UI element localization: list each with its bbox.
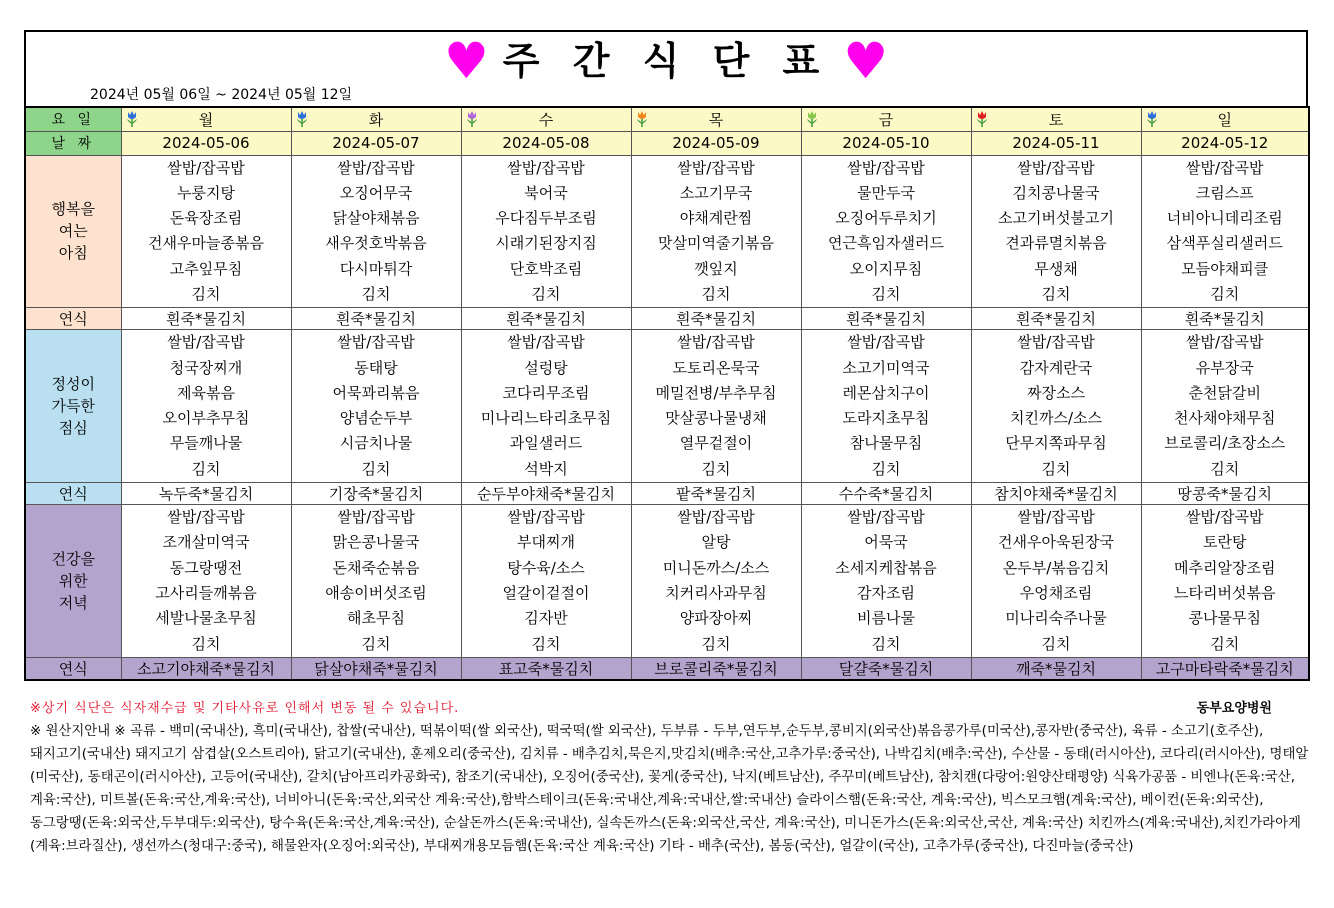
menu-item: 김치 [1041,284,1071,303]
snack-cell: 흰죽*물김치 [631,308,801,330]
menu-sheet [24,30,1308,681]
menu-item: 단호박조림 [509,259,583,278]
menu-item: 브로콜리/초장소스 [1164,434,1286,453]
menu-item: 양념순두부 [339,409,413,428]
menu-item: 쌀밥/잡곡밥 [1017,333,1095,352]
weekday-text: 월 [198,110,214,129]
dinner-label-line: 위한 [58,571,88,590]
origin-info: ※ 원산지안내 ※ 곡류 - 백미(국내산), 흑미(국내산), 찹쌀(국내산), 떡볶이떡(쌀 외국산), 떡국떡(쌀 외국산), 두부류 - 두부,연두부,순두부,콩비지(외국산)볶음콩가루(미국산),콩자반(중국산), 육류 - 소고기(호주산), 돼지고기(국내산) 돼지고기 삼겹살(오스트리아), 닭고기(국내산), 훈제오리(중국산), 김치류 - 배추김치,묵은지,맛김치(배추:국산,고추가루:중국산), 나박김치(배추:국산), 수산물 - 동태(러시아산), 코다리(러시아산), 명태알(미국산), 동태곤이(러시아산), 고등어(국내산), 갈치(남아프리카공화국), 참조기(국내산), 오징어(중국산), 꽃게(중국산), 낙지(베트남산), 주꾸미(베트남산), 참치캔(다랑어:원양산태평양) 식육가공품 - 비엔나(돈육:국산,계육:국산), 미트볼(돈육:국산,계육:국산), 너비아니(돈육:국산,외국산 계육:국산),함박스테이크(돈육:국내산,계육:국내산,쌀:국내산) 슬라이스햄(돈육:국산, 계육:국산), 빅스모크햄(계육:국산), 베이컨(돈육:외국산), 동그랑땡(돈육:외국산,두부대두:외국산), 탕수육(돈육:국산,계육:국산), 순살돈까스(돈육:국내산), 실속돈까스(돈육:외국산,국산, 계육:국산), 미니돈가스(돈육:외국산,국산, 계육:국산) 치킨까스(계육:국내산),치킨가라아게(계육:브라질산), 생선까스(청대구:중국), 해물완자(오징어:외국산), 부대찌개용모듬햄(돈육:국산 계육:국산) 기타 - 배추(국산), 봄동(국산), 얼갈이(국산), 고추가루(중국산), 다진마늘(중국산) [30,724,1309,854]
menu-item: 쌀밥/잡곡밥 [677,158,755,177]
snack-cell: 표고죽*물김치 [461,657,631,680]
menu-item: 미나리숙주나물 [1005,609,1107,628]
breakfast-cell [971,155,1141,308]
menu-item: 조개살미역국 [162,533,250,552]
dinner-cell [1141,505,1309,658]
menu-item: 쌀밥/잡곡밥 [677,333,755,352]
menu-item: 김치 [361,459,391,478]
menu-item: 춘천닭갈비 [1188,383,1261,402]
heart-icon: ♥ [443,32,489,90]
title-box [24,30,1308,106]
snack-cell: 브로콜리죽*물김치 [631,657,801,680]
snack-cell: 기장죽*물김치 [291,483,461,505]
period-range: 2024년 05월 06일 ~ 2024년 05월 12일 [90,87,353,103]
menu-item: 김치 [531,634,561,653]
menu-item: 알탕 [701,533,731,552]
hospital-name: 동부요양병원 [1196,701,1272,716]
menu-item: 미나리느타리초무침 [480,409,612,428]
menu-item: 돈채죽순볶음 [332,558,420,577]
menu-item: 치커리사과무침 [665,583,767,602]
lunch-snack-row [25,483,1309,505]
date-label: 날 짜 [25,131,121,155]
menu-item: 김치 [531,284,561,303]
dinner-label [25,505,121,658]
menu-item: 다시마튀각 [339,259,413,278]
menu-item: 감자계란국 [1019,358,1093,377]
menu-item: 양파장아찌 [679,609,753,628]
menu-item: 탕수육/소스 [507,558,585,577]
snack-cell: 참치야채죽*물김치 [971,483,1141,505]
breakfast-snack-row [25,308,1309,330]
menu-item: 김치 [871,634,901,653]
menu-item: 애송이버섯조림 [325,583,427,602]
date-cell: 2024-05-10 [801,131,971,155]
change-notice: ※상기 식단은 식자재수급 및 기타사유로 인해서 변동 될 수 있습니다. [30,701,460,716]
dinner-cell [631,505,801,658]
menu-item: 김치 [701,634,731,653]
menu-item: 시래기된장지짐 [495,234,597,253]
dinner-cell [461,505,631,658]
breakfast-cell [291,155,461,308]
menu-item: 도라지초무침 [842,409,930,428]
menu-item: 오징어무국 [339,183,413,202]
menu-item: 물만두국 [857,183,915,202]
weekday-row [25,107,1309,131]
menu-item: 오징어두루치기 [835,209,937,228]
menu-item: 김치 [701,284,731,303]
snack-cell: 고구마타락죽*물김치 [1141,657,1309,680]
menu-item: 소고기버섯불고기 [998,209,1114,228]
date-cell: 2024-05-09 [631,131,801,155]
menu-item: 쌀밥/잡곡밥 [1017,158,1095,177]
blue-tulip-icon [295,110,309,128]
menu-item: 건새우아욱된장국 [998,533,1114,552]
menu-item: 닭살야채볶음 [332,209,420,228]
weekday-cell [1141,107,1309,131]
menu-item: 무생채 [1034,259,1078,278]
menu-item: 오이지무침 [849,259,923,278]
menu-item: 김치콩나물국 [1012,183,1100,202]
menu-item: 오이부추무침 [162,409,250,428]
menu-item: 너비아니데리조림 [1166,209,1283,228]
menu-item: 누룽지탕 [177,183,235,202]
weekday-cell [801,107,971,131]
weekday-cell [971,107,1141,131]
menu-item: 소고기미역국 [842,358,930,377]
dinner-cell [801,505,971,658]
snack-label: 연식 [25,308,121,330]
lunch-cell [631,330,801,483]
menu-item: 쌀밥/잡곡밥 [1185,508,1264,527]
menu-item: 김치 [361,634,391,653]
snack-cell: 흰죽*물김치 [971,308,1141,330]
menu-item: 미니돈까스/소스 [662,558,770,577]
snack-cell: 녹두죽*물김치 [121,483,291,505]
snack-cell: 달걀죽*물김치 [801,657,971,680]
menu-item: 김치 [1210,284,1240,303]
menu-item: 감자조림 [857,583,915,602]
weekday-cell [121,107,291,131]
dinner-label-line: 건강을 [51,549,95,568]
weekday-text: 금 [878,110,894,129]
menu-item: 쌀밥/잡곡밥 [507,333,585,352]
menu-item: 쌀밥/잡곡밥 [167,333,245,352]
menu-item: 비름나물 [857,609,915,628]
date-row [25,131,1309,155]
menu-item: 김치 [1210,459,1240,478]
menu-item: 시금치나물 [339,434,413,453]
blue-tulip-icon [1145,110,1159,128]
breakfast-label-line: 아침 [58,244,88,263]
menu-item: 삼색푸실리샐러드 [1166,234,1283,253]
lunch-cell [1141,330,1309,483]
lunch-label-line: 점심 [58,419,88,438]
weekday-label: 요 일 [25,107,121,131]
menu-item: 견과류멸치볶음 [1005,234,1107,253]
snack-cell: 수수죽*물김치 [801,483,971,505]
menu-item: 깻잎지 [694,259,738,278]
dinner-label-line: 저녁 [58,593,88,612]
menu-item: 참나물무침 [849,434,923,453]
menu-item: 쌀밥/잡곡밥 [1185,158,1264,177]
menu-item: 맛살미역줄기볶음 [658,234,774,253]
red-tulip-icon [975,110,989,128]
purple-tulip-icon [465,110,479,128]
menu-item: 쌀밥/잡곡밥 [337,333,415,352]
menu-item: 야채계란찜 [679,209,753,228]
menu-item: 설렁탕 [524,358,568,377]
snack-cell: 흰죽*물김치 [801,308,971,330]
date-cell: 2024-05-08 [461,131,631,155]
breakfast-cell [461,155,631,308]
menu-item: 연근흑임자샐러드 [828,234,944,253]
menu-item: 김치 [871,284,901,303]
breakfast-label-line: 행복을 [51,200,95,219]
menu-item: 부대찌개 [517,533,575,552]
weekly-menu-table [24,106,1310,681]
menu-item: 쌀밥/잡곡밥 [167,158,245,177]
menu-item: 고사리들깨볶음 [155,583,257,602]
menu-item: 쌀밥/잡곡밥 [847,333,925,352]
menu-item: 콩나물무침 [1188,609,1261,628]
snack-cell: 소고기야채죽*물김치 [121,657,291,680]
menu-item: 메추리알장조림 [1174,558,1276,577]
menu-item: 쌀밥/잡곡밥 [507,158,585,177]
orange-tulip-icon [635,110,649,128]
breakfast-cell [121,155,291,308]
menu-item: 온두부/볶음김치 [1002,558,1110,577]
weekday-text: 목 [708,110,724,129]
menu-item: 열무겉절이 [679,434,753,453]
snack-cell: 깨죽*물김치 [971,657,1141,680]
breakfast-row [25,155,1309,308]
dinner-snack-row [25,657,1309,680]
weekday-text: 수 [538,110,554,129]
menu-item: 얼갈이겉절이 [502,583,590,602]
menu-item: 과일샐러드 [509,434,583,453]
lunch-label-line: 정성이 [51,375,95,394]
weekday-cell [631,107,801,131]
date-cell: 2024-05-11 [971,131,1141,155]
weekday-text: 화 [368,110,384,129]
breakfast-label-line: 여는 [58,222,88,241]
breakfast-cell [801,155,971,308]
menu-item: 쌀밥/잡곡밥 [337,158,415,177]
menu-item: 김치 [191,284,221,303]
menu-item: 쌀밥/잡곡밥 [847,508,925,527]
snack-cell: 순두부야채죽*물김치 [461,483,631,505]
menu-item: 코다리무조림 [502,383,590,402]
snack-cell: 흰죽*물김치 [121,308,291,330]
menu-item: 김치 [361,284,391,303]
page-title: 주 간 식 단 표 [502,39,830,83]
blue-tulip-icon [125,110,139,128]
menu-item: 쌀밥/잡곡밥 [847,158,925,177]
snack-cell: 팥죽*물김치 [631,483,801,505]
menu-item: 쌀밥/잡곡밥 [507,508,585,527]
menu-item: 무들깨나물 [169,434,243,453]
menu-item: 고추잎무침 [169,259,243,278]
menu-item: 청국장찌개 [169,358,243,377]
menu-item: 쌀밥/잡곡밥 [167,508,245,527]
title-line [26,32,1306,90]
menu-item: 쌀밥/잡곡밥 [337,508,415,527]
snack-cell: 땅콩죽*물김치 [1141,483,1309,505]
menu-item: 소고기무국 [679,183,753,202]
lunch-label-line: 가득한 [51,397,95,416]
lunch-cell [121,330,291,483]
date-cell: 2024-05-06 [121,131,291,155]
dinner-cell [971,505,1141,658]
dinner-row [25,505,1309,658]
snack-label: 연식 [25,657,121,680]
menu-item: 돈육장조림 [169,209,243,228]
menu-item: 어묵국 [864,533,908,552]
menu-item: 김치 [1041,634,1071,653]
menu-item: 우엉채조림 [1019,583,1093,602]
weekday-cell [291,107,461,131]
menu-item: 어묵꽈리볶음 [332,383,420,402]
menu-item: 동그랑땡전 [169,558,243,577]
breakfast-cell [1141,155,1309,308]
menu-item: 토란탕 [1203,533,1247,552]
snack-cell: 흰죽*물김치 [461,308,631,330]
lunch-label [25,330,121,483]
menu-item: 김치 [1041,459,1071,478]
menu-item: 메밀전병/부추무침 [655,383,777,402]
date-cell: 2024-05-07 [291,131,461,155]
menu-item: 맑은콩나물국 [332,533,420,552]
menu-item: 석박지 [524,459,568,478]
breakfast-label [25,155,121,308]
snack-cell: 닭살야채죽*물김치 [291,657,461,680]
menu-item: 느타리버섯볶음 [1174,583,1276,602]
weekday-cell [461,107,631,131]
menu-item: 도토리온묵국 [672,358,760,377]
weekday-text: 토 [1048,110,1064,129]
menu-item: 김치 [191,634,221,653]
snack-label: 연식 [25,483,121,505]
snack-cell: 흰죽*물김치 [291,308,461,330]
menu-item: 제육볶음 [177,383,235,402]
dinner-cell [121,505,291,658]
lunch-row [25,330,1309,483]
menu-item: 우다짐두부조림 [495,209,597,228]
menu-item: 김치 [1210,634,1240,653]
menu-item: 북어국 [524,183,568,202]
lunch-cell [461,330,631,483]
menu-item: 쌀밥/잡곡밥 [1185,333,1264,352]
menu-item: 새우젓호박볶음 [325,234,427,253]
heart-icon: ♥ [843,32,889,90]
snack-cell: 흰죽*물김치 [1141,308,1309,330]
date-cell: 2024-05-12 [1141,131,1309,155]
weekday-text: 일 [1217,110,1232,129]
menu-item: 동태탕 [354,358,398,377]
menu-item: 크림스프 [1195,183,1254,202]
menu-item: 김자반 [524,609,568,628]
menu-item: 레몬삼치구이 [842,383,930,402]
menu-item: 맛살콩나물냉채 [665,409,767,428]
green-tulip-icon [805,110,819,128]
menu-item: 김치 [871,459,901,478]
menu-item: 건새우마늘종볶음 [148,234,264,253]
menu-item: 단무지쪽파무침 [1005,434,1107,453]
menu-item: 유부장국 [1195,358,1254,377]
lunch-cell [801,330,971,483]
menu-item: 모듬야채피클 [1181,259,1269,278]
menu-item: 해초무침 [347,609,405,628]
menu-item: 쌀밥/잡곡밥 [1017,508,1095,527]
menu-item: 김치 [701,459,731,478]
dinner-cell [291,505,461,658]
menu-item: 치킨까스/소스 [1010,409,1102,428]
menu-item: 김치 [191,459,221,478]
menu-item: 천사채야채무침 [1174,409,1276,428]
breakfast-cell [631,155,801,308]
menu-item: 소세지케찹볶음 [835,558,937,577]
menu-item: 쌀밥/잡곡밥 [677,508,755,527]
menu-item: 세발나물초무침 [155,609,257,628]
menu-item: 짜장소스 [1027,383,1085,402]
lunch-cell [971,330,1141,483]
lunch-cell [291,330,461,483]
